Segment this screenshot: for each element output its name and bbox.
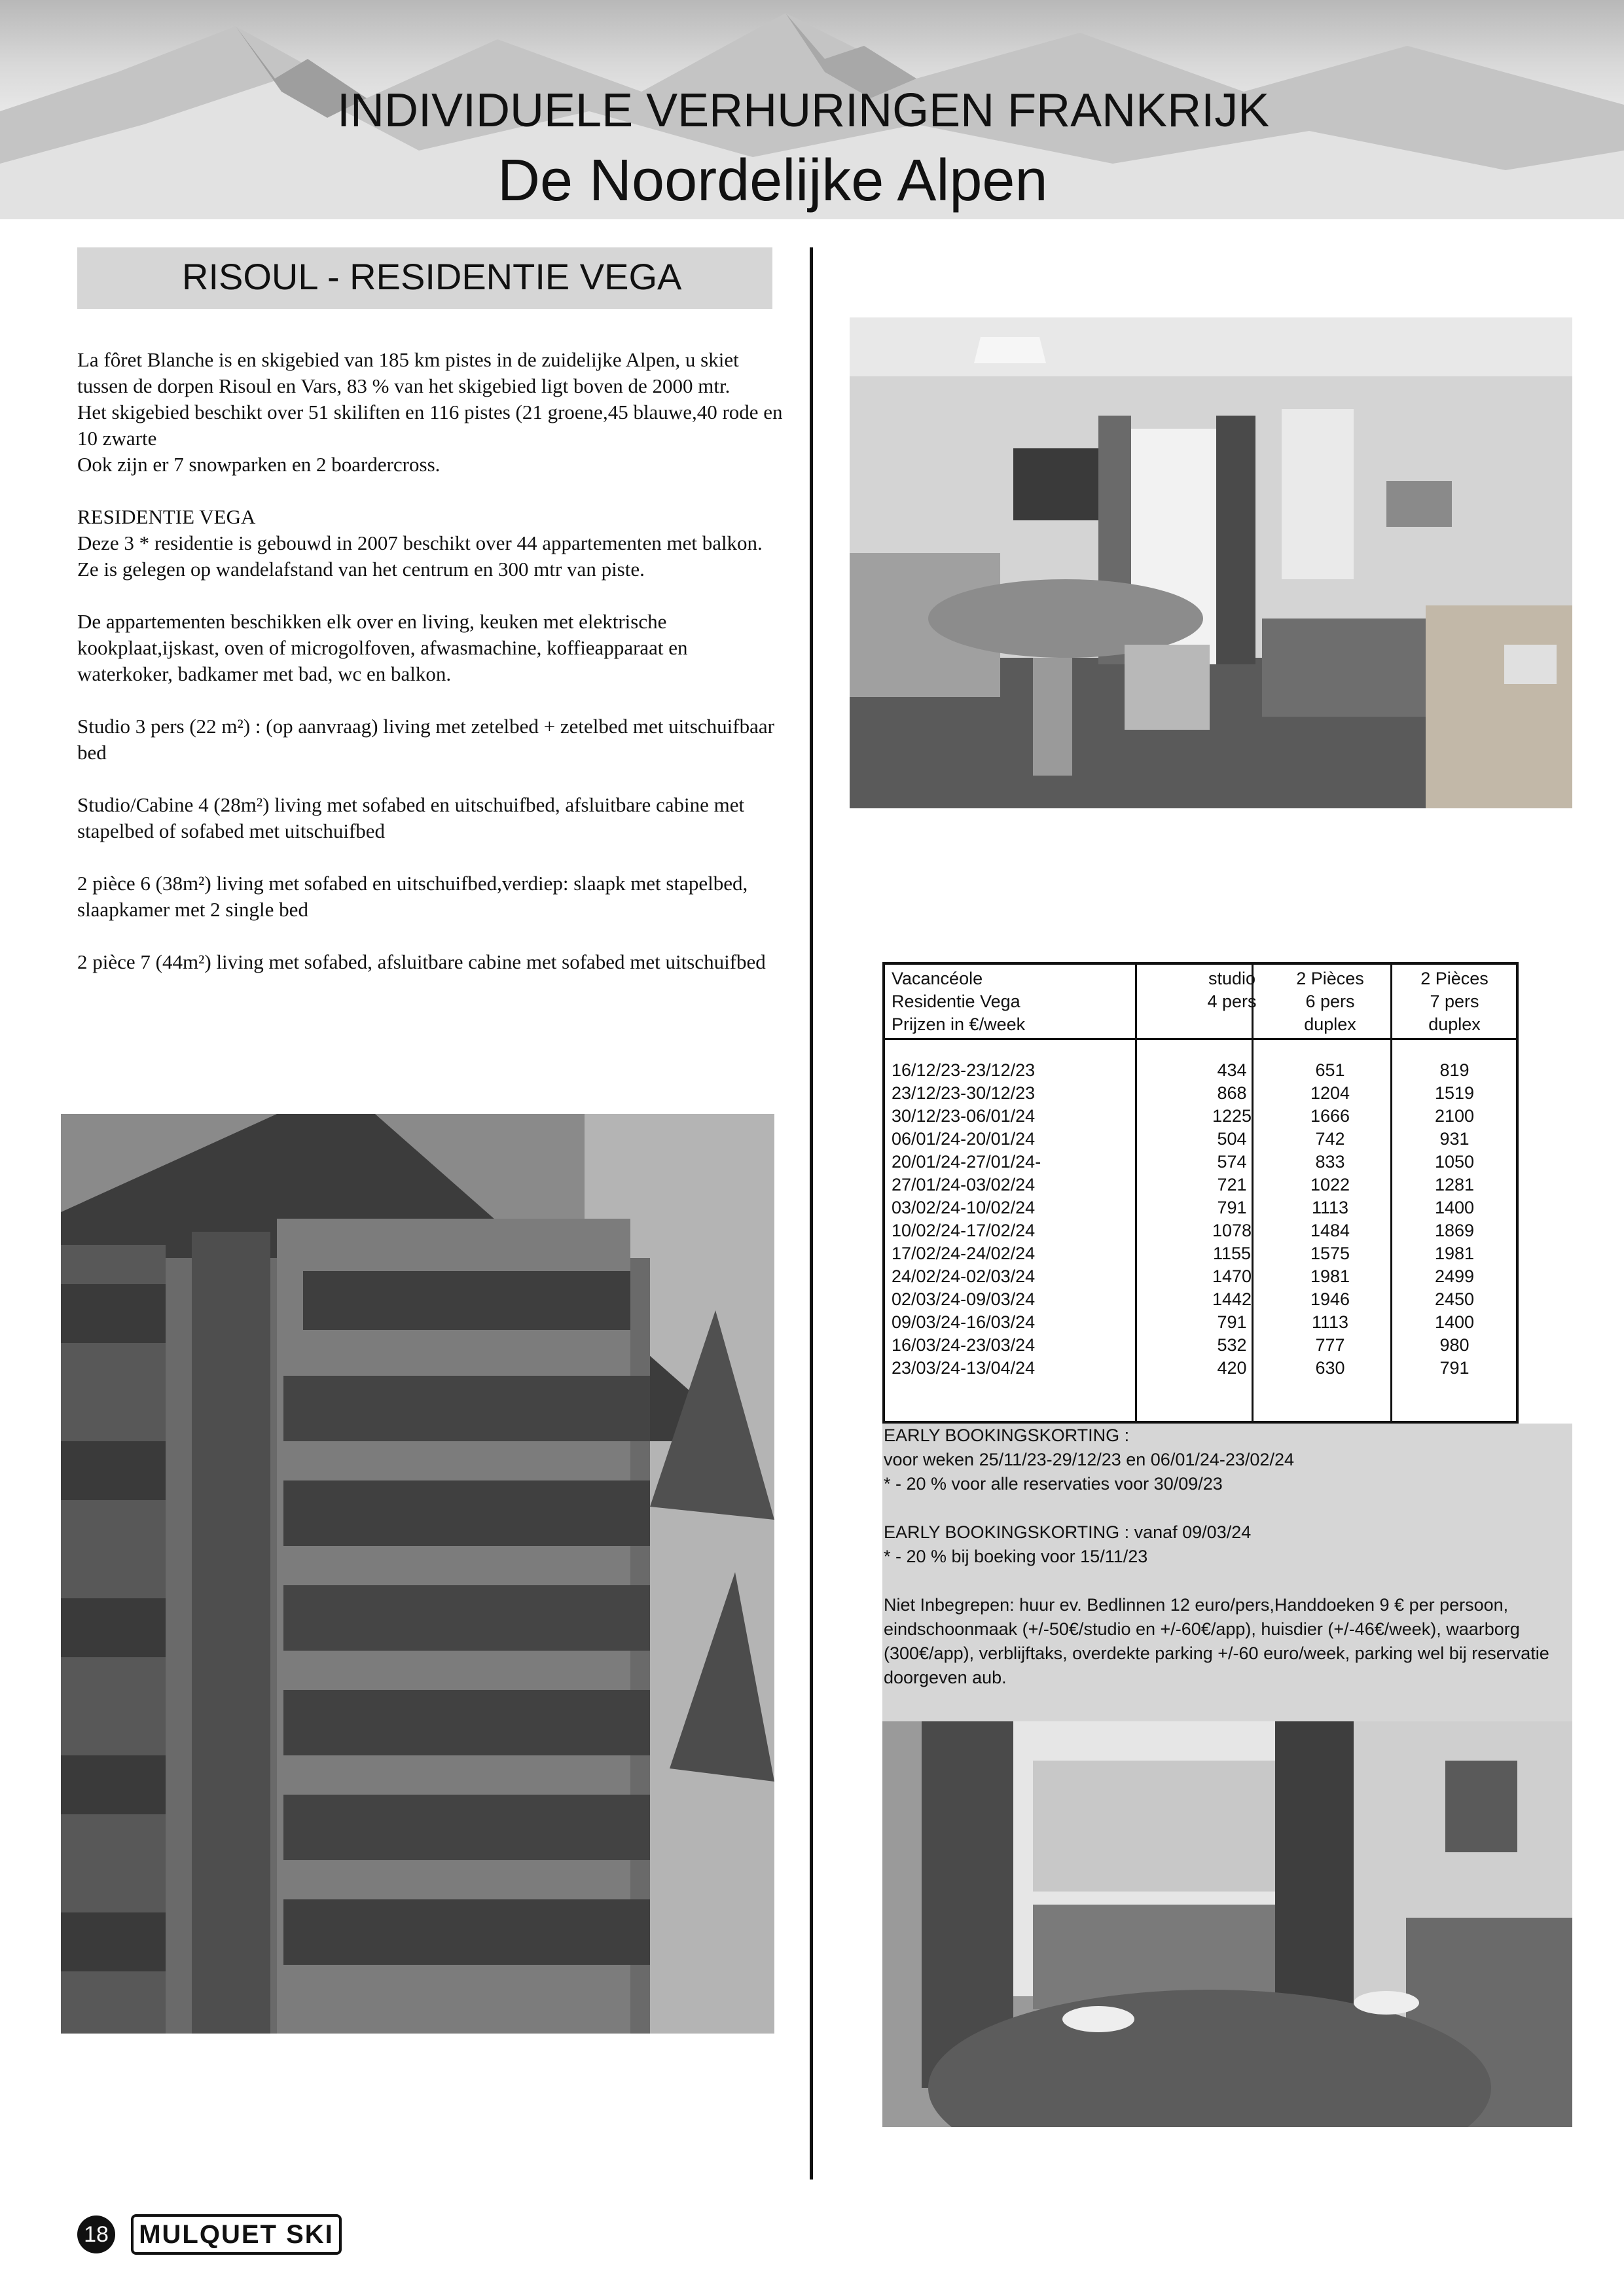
table-header-cell: studio (1208, 969, 1256, 988)
table-cell-price: 420 (1217, 1358, 1247, 1378)
page-number: 18 (77, 2215, 115, 2253)
table-cell-price: 777 (1315, 1335, 1345, 1355)
table-header-cell: 4 pers (1207, 992, 1257, 1011)
table-header-cell: 7 pers (1430, 992, 1479, 1011)
table-header-divider (885, 1038, 1516, 1040)
table-cell-period: 03/02/24-10/02/24 (892, 1198, 1036, 1217)
table-cell-price: 1946 (1310, 1289, 1350, 1309)
table-cell-price: 1078 (1212, 1221, 1252, 1240)
table-cell-price: 868 (1217, 1083, 1247, 1103)
header-banner (0, 0, 1624, 219)
body-text (77, 347, 784, 975)
table-cell-period: 24/02/24-02/03/24 (892, 1266, 1036, 1286)
table-header-cell: 6 pers (1305, 992, 1355, 1011)
table-cell-period: 16/12/23-23/12/23 (892, 1060, 1036, 1080)
table-cell-price: 651 (1315, 1060, 1345, 1080)
table-cell-price: 1869 (1434, 1221, 1475, 1240)
paragraph-appartementen: De appartementen beschikken elk over en living, keuken met elektrische kookplaat,ijskast, oven of microgolfoven, afwasmachine, koffieapparaat en waterkoker, badkamer met bad, wc en balkon. (77, 610, 688, 685)
table-cell-price: 1981 (1310, 1266, 1350, 1286)
table-cell-price: 1281 (1434, 1175, 1475, 1194)
table-cell-price: 1022 (1310, 1175, 1350, 1194)
early-booking-weeks: voor weken 25/11/23-29/12/23 en 06/01/24-23/02/24 (884, 1450, 1294, 1469)
table-header-cell: Vacancéole (892, 969, 983, 988)
table-cell-price: 1442 (1212, 1289, 1252, 1309)
table-cell-price: 1400 (1434, 1198, 1475, 1217)
table-cell-price: 742 (1315, 1129, 1345, 1149)
early-booking-title-2: EARLY BOOKINGSKORTING : vanaf 09/03/24 (884, 1522, 1252, 1542)
table-cell-price: 1575 (1310, 1244, 1350, 1263)
paragraph-studio-3: Studio 3 pers (22 m²) : (op aanvraag) living met zetelbed + zetelbed met uitschuifbaar bed (77, 715, 774, 764)
not-included-text: Niet Inbegrepen: huur ev. Bedlinnen 12 euro/pers,Handdoeken 9 € per persoon, eindschoonmaak (+/-50€/studio en +/-60€/app), huisdier (+/-46€/week), waarborg (300€/app), verblijftaks, overdekte parking +/-60 euro/week, parking wel bij reservatie doorgeven aub. (884, 1595, 1549, 1687)
table-cell-price: 1666 (1310, 1106, 1350, 1126)
table-cell-period: 23/12/23-30/12/23 (892, 1083, 1036, 1103)
table-cell-price: 1113 (1311, 1198, 1349, 1217)
table-cell-price: 1204 (1310, 1083, 1350, 1103)
booking-info-box (882, 1424, 1572, 1721)
table-cell-price: 630 (1315, 1358, 1345, 1378)
paragraph-residentie-title: RESIDENTIE VEGA (77, 505, 256, 528)
paragraph-liften: Het skigebied beschikt over 51 skiliften en 116 pistes (21 groene,45 blauwe,40 rode en 10 zwarte (77, 401, 783, 450)
paragraph-residentie: Deze 3 * residentie is gebouwd in 2007 beschikt over 44 appartementen met balkon. (77, 531, 763, 554)
section-heading-box (77, 247, 772, 309)
table-cell-price: 721 (1217, 1175, 1247, 1194)
table-cell-period: 20/01/24-27/01/24- (892, 1152, 1041, 1172)
table-cell-period: 10/02/24-17/02/24 (892, 1221, 1036, 1240)
table-cell-period: 30/12/23-06/01/24 (892, 1106, 1036, 1126)
table-cell-price: 1519 (1434, 1083, 1475, 1103)
table-cell-price: 931 (1439, 1129, 1470, 1149)
dining-room-photo (882, 1721, 1572, 2127)
table-cell-price: 1113 (1311, 1312, 1349, 1332)
table-cell-price: 504 (1217, 1129, 1247, 1149)
table-header-cell: Residentie Vega (892, 992, 1020, 1011)
table-cell-price: 434 (1217, 1060, 1247, 1080)
table-cell-period: 16/03/24-23/03/24 (892, 1335, 1036, 1355)
table-cell-price: 1225 (1212, 1106, 1252, 1126)
early-booking-discount: * - 20 % voor alle reservaties voor 30/09/23 (884, 1474, 1223, 1494)
table-cell-price: 791 (1439, 1358, 1470, 1378)
building-exterior-photo (61, 1114, 774, 2034)
table-cell-price: 791 (1217, 1312, 1247, 1332)
table-cell-price: 980 (1439, 1335, 1470, 1355)
section-heading: RISOUL - RESIDENTIE VEGA (182, 256, 682, 297)
price-table (882, 962, 1519, 1424)
table-cell-price: 1981 (1434, 1244, 1475, 1263)
table-cell-price: 2100 (1434, 1106, 1475, 1126)
table-cell-price: 833 (1315, 1152, 1345, 1172)
living-room-photo (850, 317, 1572, 808)
page-subtitle: De Noordelijke Alpen (497, 148, 1048, 213)
table-cell-price: 574 (1217, 1152, 1247, 1172)
table-cell-period: 27/01/24-03/02/24 (892, 1175, 1036, 1194)
table-cell-period: 17/02/24-24/02/24 (892, 1244, 1036, 1263)
paragraph-skigebied: La fôret Blanche is en skigebied van 185 km pistes in de zuidelijke Alpen, u skiet tussen de dorpen Risoul en Vars, 83 % van het skigebied ligt boven de 2000 mtr. (77, 348, 739, 397)
page-title: INDIVIDUELE VERHURINGEN FRANKRIJK (337, 84, 1270, 137)
table-cell-price: 2450 (1434, 1289, 1475, 1309)
table-cell-period: 06/01/24-20/01/24 (892, 1129, 1036, 1149)
table-cell-price: 1400 (1434, 1312, 1475, 1332)
table-cell-price: 1155 (1212, 1244, 1252, 1263)
table-cell-period: 23/03/24-13/04/24 (892, 1358, 1036, 1378)
table-header-cell: 2 Pièces (1296, 969, 1364, 988)
table-cell-price: 1050 (1434, 1152, 1475, 1172)
table-cell-period: 09/03/24-16/03/24 (892, 1312, 1036, 1332)
column-divider (810, 247, 813, 2179)
early-booking-discount-2: * - 20 % bij boeking voor 15/11/23 (884, 1547, 1148, 1566)
table-cell-period: 02/03/24-09/03/24 (892, 1289, 1036, 1309)
paragraph-snowparken: Ook zijn er 7 snowparken en 2 boardercross. (77, 453, 441, 476)
paragraph-2-piece-7: 2 pièce 7 (44m²) living met sofabed, afsluitbare cabine met sofabed met uitschuifbed (77, 950, 766, 973)
table-cell-price: 2499 (1434, 1266, 1475, 1286)
table-cell-price: 819 (1439, 1060, 1470, 1080)
table-cell-price: 791 (1217, 1198, 1247, 1217)
table-cell-price: 532 (1217, 1335, 1247, 1355)
table-cell-price: 1484 (1310, 1221, 1350, 1240)
paragraph-studio-cabine-4: Studio/Cabine 4 (28m²) living met sofabed en uitschuifbed, afsluitbare cabine met stapelbed of sofabed met uitschuifbed (77, 793, 745, 842)
mulquet-ski-logo: MULQUET SKI (131, 2214, 342, 2255)
table-header-cell: 2 Pièces (1420, 969, 1489, 988)
table-cell-price: 1470 (1212, 1266, 1252, 1286)
table-header-cell: duplex (1428, 1014, 1481, 1034)
table-header-cell: Prijzen in €/week (892, 1014, 1026, 1034)
paragraph-ligging: Ze is gelegen op wandelafstand van het centrum en 300 mtr van piste. (77, 558, 645, 581)
early-booking-title: EARLY BOOKINGSKORTING : (884, 1426, 1130, 1445)
paragraph-2-piece-6: 2 pièce 6 (38m²) living met sofabed en uitschuifbed,verdiep: slaapk met stapelbed, slaapkamer met 2 single bed (77, 872, 748, 921)
table-header-cell: duplex (1304, 1014, 1356, 1034)
